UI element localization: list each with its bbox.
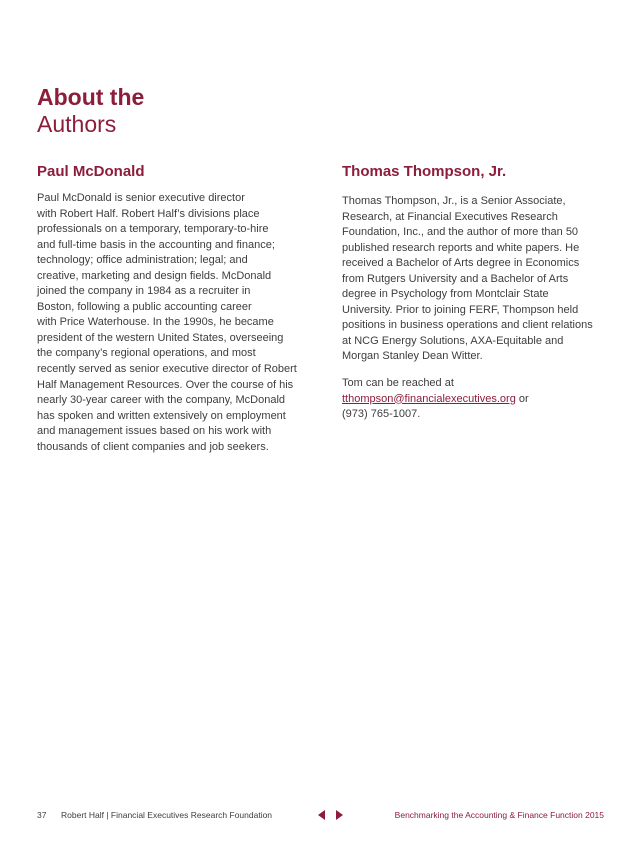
bio-line: has spoken and written extensively on employment <box>37 409 286 422</box>
bio-line: technology; office administration; legal; and <box>37 254 248 267</box>
next-page-icon[interactable] <box>336 810 343 820</box>
previous-page-icon[interactable] <box>318 810 325 820</box>
bio-line: with Robert Half. Robert Half’s divisions place <box>37 207 260 220</box>
footer-organization: Robert Half | Financial Executives Research Foundation <box>61 810 273 820</box>
bio-line: at NCG Energy Solutions, AXA-Equitable and <box>342 334 564 347</box>
heading-line-2: Authors <box>37 111 117 137</box>
bio-line: recently served as senior executive director of Robert <box>37 363 297 376</box>
author-bio <box>37 191 315 455</box>
bio-line: the company’s regional operations, and most <box>37 347 256 360</box>
author-thomas-thompson <box>342 162 612 423</box>
bio-line: Thomas Thompson, Jr., is a Senior Associate, <box>342 195 566 207</box>
heading-line-1: About the <box>37 84 145 110</box>
bio-line: and management issues based on his work with <box>37 425 272 438</box>
bio-line: University. Prior to joining FERF, Thompson held <box>342 303 579 316</box>
page-number: 37 <box>37 810 47 820</box>
bio-line: Half Management Resources. Over the course of his <box>37 378 294 391</box>
bio-line: president of the western United States, overseeing <box>37 331 284 344</box>
author-paul-mcdonald <box>37 162 315 455</box>
contact-phone: (973) 765-1007. <box>342 408 421 421</box>
author-name: Thomas Thompson, Jr. <box>342 163 507 180</box>
bio-line: Foundation, Inc., and the author of more than 50 <box>342 226 579 239</box>
bio-line: creative, marketing and design fields. McDonald <box>37 269 272 282</box>
author-name: Paul McDonald <box>37 163 145 180</box>
bio-line: received a Bachelor of Arts degree in Economics <box>342 257 580 270</box>
contact-block <box>342 376 612 423</box>
bio-line: and full-time basis in the accounting and finance; <box>37 238 275 251</box>
email-suffix: or <box>515 392 529 405</box>
author-bio <box>342 194 612 365</box>
bio-line: Boston, following a public accounting career <box>37 300 252 313</box>
contact-intro: Tom can be reached at <box>342 377 454 390</box>
bio-line: thousands of client companies and job seekers. <box>37 440 269 453</box>
bio-line: nearly 30-year career with the company, McDonald <box>37 394 286 407</box>
bio-line: positions in business operations and client relations <box>342 319 593 332</box>
bio-line: Paul McDonald is senior executive director <box>37 192 245 204</box>
bio-line: from Rutgers University and a Bachelor of Arts <box>342 272 569 285</box>
footer-document-title: Benchmarking the Accounting & Finance Function 2015 <box>394 810 604 820</box>
contact-email-line <box>342 392 612 408</box>
page-heading <box>37 84 144 138</box>
bio-line: Research, at Financial Executives Research <box>342 210 558 223</box>
email-link[interactable]: tthompson@financialexecutives.org <box>342 392 516 405</box>
bio-line: professionals on a temporary, temporary-to-hire <box>37 223 269 236</box>
bio-line: Morgan Stanley Dean Witter. <box>342 350 483 363</box>
page-navigation <box>318 807 343 820</box>
page-footer <box>37 807 604 825</box>
bio-line: published research reports and white papers. He <box>342 241 580 254</box>
bio-line: degree in Psychology from Montclair State <box>342 288 549 301</box>
bio-line: joined the company in 1984 as a recruiter in <box>37 285 251 298</box>
bio-line: with Price Waterhouse. In the 1990s, he became <box>37 316 274 329</box>
